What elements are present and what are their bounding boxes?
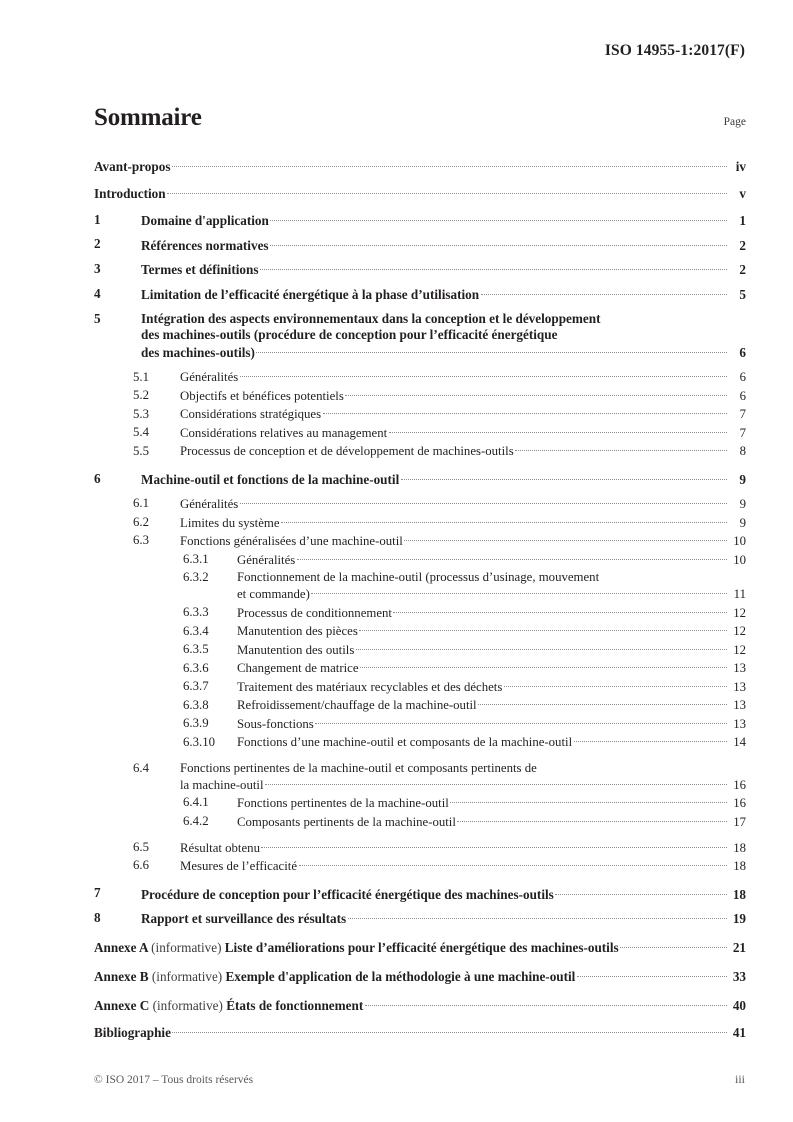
- toc-entry-label: Processus de conditionnement: [237, 605, 392, 620]
- toc-entry-label: Mesures de l’efficacité: [180, 859, 298, 874]
- toc-entry-label: et commande): [237, 587, 310, 602]
- toc-entry-body: [180, 424, 729, 441]
- toc-entry[interactable]: [94, 996, 746, 1014]
- toc-entry-label: Composants pertinents de la machine-outil: [237, 814, 456, 829]
- annex-qualifier: (informative): [151, 968, 226, 984]
- toc-entry-leader-line: [237, 660, 729, 677]
- toc-entry-body: [141, 261, 729, 279]
- toc-entry-leader-line: [180, 532, 729, 549]
- toc-entry-number: 6.3.7: [183, 679, 209, 694]
- toc-entry-number: 3: [94, 261, 101, 277]
- toc-entry[interactable]: [94, 212, 746, 230]
- toc-entry-body: [141, 471, 729, 489]
- toc-entry-body: [180, 495, 729, 512]
- document-footer: [94, 1072, 745, 1087]
- toc-entry[interactable]: [94, 387, 746, 404]
- toc-entry-body: [237, 697, 729, 714]
- toc-entry-number: 6.3.5: [183, 642, 209, 657]
- toc-entry-body: [237, 641, 729, 658]
- toc-entry-label: Limitation de l’efficacité énergétique à la phase d’utilisation: [141, 287, 480, 303]
- toc-entry[interactable]: [94, 939, 746, 957]
- toc-entry[interactable]: [94, 369, 746, 386]
- toc-header-row: [94, 104, 746, 132]
- annex-title: États de fonctionnement: [226, 997, 364, 1013]
- toc-entry-leader-line: [180, 406, 729, 423]
- toc-entry-body: [94, 968, 729, 986]
- toc-entry-label: Refroidissement/chauffage de la machine-outil: [237, 698, 477, 713]
- toc-entry-number: 8: [94, 910, 101, 926]
- annex-title: Liste d’améliorations pour l’efficacité énergétique des machines-outils: [224, 940, 619, 956]
- dot-leader: [404, 532, 727, 545]
- toc-entry-number: 5: [94, 310, 101, 326]
- toc-entry-label: Références normatives: [141, 237, 269, 253]
- toc-entry-body: [237, 715, 729, 732]
- toc-entry-body: [180, 387, 729, 404]
- toc-entry-body: [237, 604, 729, 621]
- toc-entry-page-number: 21: [732, 940, 746, 956]
- toc-entry-page-number: 9: [739, 497, 746, 512]
- toc-entry-leader-line: [180, 387, 729, 404]
- toc-entry-label: Résultat obtenu: [180, 840, 260, 855]
- dot-leader: [345, 387, 727, 400]
- annex-title: Exemple d'application de la méthodologie à une machine-outil: [225, 968, 576, 984]
- toc-entry[interactable]: [94, 604, 746, 621]
- toc-entry-leader-line: [237, 734, 729, 751]
- toc-entry-leader-line: [141, 885, 729, 903]
- toc-entry-wrapped-line: Fonctions pertinentes de la machine-outil et composants pertinents de: [180, 760, 537, 775]
- toc-entry[interactable]: [94, 885, 746, 903]
- toc-entry-page-number: 6: [739, 388, 746, 403]
- toc-entry-number: 7: [94, 885, 101, 901]
- toc-entry[interactable]: [94, 471, 746, 489]
- toc-entry-number: 6.3.10: [183, 734, 215, 749]
- toc-entry-leader-line: [180, 857, 729, 874]
- toc-entry-page-number: 8: [739, 444, 746, 459]
- toc-entry-wrapped-line: Fonctionnement de la machine-outil (processus d’usinage, mouvement: [237, 570, 600, 585]
- toc-entry-number: 5.3: [133, 406, 149, 421]
- dot-leader: [348, 910, 727, 923]
- toc-entry-body: [141, 286, 729, 304]
- toc-entry-leader-line: [237, 623, 729, 640]
- toc-entry-page-number: 12: [733, 624, 746, 639]
- toc-entry-body: [141, 885, 729, 903]
- toc-entry-page-number: 2: [739, 262, 746, 278]
- dot-leader: [261, 839, 727, 852]
- toc-entry-body: [237, 569, 729, 602]
- toc-entry[interactable]: [94, 261, 746, 279]
- toc-entry-number: 6.1: [133, 496, 149, 511]
- toc-entry-number: 1: [94, 211, 101, 227]
- toc-entry-label: [94, 998, 363, 1015]
- toc-entry-body: [237, 678, 729, 695]
- dot-leader: [574, 734, 727, 747]
- toc-entry-leader-line: [141, 471, 729, 489]
- toc-entry-page-number: 13: [733, 716, 746, 731]
- toc-entry-leader-line: [237, 678, 729, 695]
- toc-entry-label: Limites du système: [180, 515, 280, 530]
- toc-entry-label: Changement de matrice: [237, 661, 359, 676]
- toc-entry-label: des machines-outils): [141, 345, 255, 361]
- toc-entry-number: 6.5: [133, 839, 149, 854]
- dot-leader: [457, 813, 727, 826]
- toc-entry[interactable]: [94, 311, 746, 362]
- dot-leader: [299, 857, 727, 870]
- toc-entry-body: [141, 910, 729, 928]
- toc-entry-number: 6.3.2: [183, 570, 209, 585]
- toc-entry-page-number: 9: [739, 471, 746, 487]
- toc-entry-leader-line: [237, 697, 729, 714]
- dot-leader: [359, 623, 727, 636]
- toc-entry-leader-line: [180, 839, 729, 856]
- toc-entry-leader-line: [237, 551, 729, 568]
- toc-entry-body: [237, 794, 729, 811]
- toc-entry-body: [94, 185, 729, 203]
- toc-entry[interactable]: [94, 734, 746, 751]
- toc-entry-page-number: 10: [733, 534, 746, 549]
- dot-leader: [265, 776, 727, 789]
- toc-entry-label: Considérations relatives au management: [180, 425, 388, 440]
- toc-entry-body: [94, 1024, 729, 1042]
- toc-entry-number: 6.3.6: [183, 660, 209, 675]
- toc-entry-body: [180, 857, 729, 874]
- toc-entry-number: 6.2: [133, 514, 149, 529]
- toc-entry-page-number: 9: [739, 515, 746, 530]
- toc-entry-leader-line: [237, 586, 729, 603]
- toc-entry-leader-line: [94, 185, 729, 203]
- toc-entry-body: [180, 443, 729, 460]
- toc-entry-page-number: 10: [733, 552, 746, 567]
- dot-leader: [270, 212, 727, 225]
- toc-entry-leader-line: [180, 776, 729, 793]
- dot-leader: [270, 236, 727, 249]
- annex-name: Annexe C: [94, 997, 153, 1013]
- toc-entry-label: Objectifs et bénéfices potentiels: [180, 388, 344, 403]
- toc-entry-leader-line: [237, 794, 729, 811]
- toc-entry[interactable]: [94, 660, 746, 677]
- toc-entry-page-number: 18: [733, 859, 746, 874]
- toc-entry-body: [141, 311, 729, 362]
- toc-entry-leader-line: [237, 813, 729, 830]
- toc-entry-number: 2: [94, 236, 101, 252]
- copyright-notice: © ISO 2017 – Tous droits réservés: [94, 1074, 254, 1086]
- toc-entry-leader-line: [94, 1024, 729, 1042]
- toc-entry-page-number: 13: [733, 679, 746, 694]
- toc-entry-number: 6.3: [133, 533, 149, 548]
- toc-entry-wrapped-line: des machines-outils (procédure de conception pour l’efficacité énergétique: [141, 327, 558, 343]
- toc-entry-body: [180, 514, 729, 531]
- toc-entry[interactable]: [94, 514, 746, 531]
- toc-entry-label: Généralités: [180, 497, 239, 512]
- dot-leader: [323, 406, 727, 419]
- toc-entry[interactable]: [94, 185, 746, 203]
- toc-entry-label: Généralités: [237, 552, 296, 567]
- toc-entry-page-number: 5: [739, 287, 746, 303]
- toc-entry-leader-line: [180, 495, 729, 512]
- toc-entry-label: Rapport et surveillance des résultats: [141, 911, 347, 927]
- toc-entry-page-number: 13: [733, 698, 746, 713]
- toc-entry-page-number: 2: [739, 237, 746, 253]
- toc-entry-body: [180, 839, 729, 856]
- toc-entry-leader-line: [94, 939, 729, 957]
- dot-leader: [281, 514, 727, 527]
- annex-name: Annexe B: [94, 968, 152, 984]
- toc-entry-number: 6.4: [133, 760, 149, 775]
- toc-entry-label: Avant-propos: [94, 159, 171, 175]
- toc-entry-body: [180, 406, 729, 423]
- toc-entry-number: 5.2: [133, 388, 149, 403]
- dot-leader: [315, 715, 727, 728]
- dot-leader: [577, 968, 727, 981]
- toc-entry-page-number: 12: [733, 605, 746, 620]
- toc-entry-number: 6.6: [133, 858, 149, 873]
- dot-leader: [240, 495, 727, 508]
- toc-entry-page-number: v: [739, 185, 746, 201]
- dot-leader: [515, 443, 727, 456]
- toc-entry-label: Sous-fonctions: [237, 716, 314, 731]
- toc-entry-page-number: 7: [739, 425, 746, 440]
- toc-entry-page-number: 7: [739, 407, 746, 422]
- toc-entry-body: [141, 236, 729, 254]
- toc-entry-label: Manutention des pièces: [237, 624, 358, 639]
- toc-entry-page-number: 33: [732, 968, 746, 984]
- dot-leader: [555, 885, 727, 898]
- dot-leader: [297, 551, 727, 564]
- toc-entry[interactable]: [94, 532, 746, 549]
- toc-entry-page-number: 18: [732, 886, 746, 902]
- toc-entry[interactable]: [94, 678, 746, 695]
- toc-entry-leader-line: [237, 604, 729, 621]
- toc-entry-label: Fonctions généralisées d’une machine-outil: [180, 534, 403, 549]
- toc-entry-leader-line: [94, 968, 729, 986]
- toc-entry-label: Fonctions pertinentes de la machine-outil: [237, 796, 449, 811]
- toc-entry-label: Procédure de conception pour l’efficacité énergétique des machines-outils: [141, 886, 554, 902]
- toc-entry[interactable]: [94, 641, 746, 658]
- toc-entry-body: [180, 760, 729, 793]
- toc-entry-page-number: 41: [732, 1024, 746, 1040]
- toc-entry-number: 5.1: [133, 369, 149, 384]
- toc-entry[interactable]: [94, 551, 746, 568]
- dot-leader: [504, 678, 727, 691]
- toc-entry-body: [237, 734, 729, 751]
- toc-entry-page-number: 16: [733, 777, 746, 792]
- toc-entry-leader-line: [141, 236, 729, 254]
- toc-entry-number: 6.3.8: [183, 697, 209, 712]
- toc-entry-number: 5.5: [133, 443, 149, 458]
- dot-leader: [260, 261, 727, 274]
- dot-leader: [365, 996, 727, 1009]
- toc-entry-body: [237, 660, 729, 677]
- toc-entry-number: 6.4.1: [183, 795, 209, 810]
- toc-entry-leader-line: [141, 286, 729, 304]
- toc-entry-leader-line: [141, 344, 729, 362]
- toc-entry-leader-line: [94, 158, 729, 176]
- toc-entry-leader-line: [94, 996, 729, 1014]
- toc-entry[interactable]: [94, 443, 746, 460]
- toc-entry-page-number: 17: [733, 814, 746, 829]
- toc-entry-label: Machine-outil et fonctions de la machine-outil: [141, 471, 400, 487]
- toc-entry-number: 4: [94, 285, 101, 301]
- dot-leader: [393, 604, 727, 617]
- toc-entry-page-number: 11: [733, 587, 746, 602]
- toc-entry[interactable]: [94, 495, 746, 512]
- table-of-contents: [94, 104, 746, 1051]
- dot-leader: [481, 286, 727, 299]
- toc-entry-page-number: 14: [733, 735, 746, 750]
- toc-entry[interactable]: [94, 794, 746, 811]
- dot-leader: [356, 641, 727, 654]
- document-header-standard-ref: ISO 14955-1:2017(F): [604, 42, 745, 59]
- toc-entry-body: [237, 813, 729, 830]
- toc-entry-leader-line: [180, 369, 729, 386]
- dot-leader: [311, 586, 727, 599]
- toc-entry-label: Traitement des matériaux recyclables et des déchets: [237, 679, 503, 694]
- toc-entry-body: [94, 996, 729, 1014]
- toc-entry[interactable]: [94, 697, 746, 714]
- page-column-header: Page: [723, 116, 746, 128]
- toc-entry-leader-line: [180, 443, 729, 460]
- dot-leader: [401, 471, 727, 484]
- toc-entry-label: Termes et définitions: [141, 262, 259, 278]
- toc-entry-leader-line: [237, 641, 729, 658]
- toc-entry-page-number: 19: [732, 911, 746, 927]
- toc-entry-page-number: 12: [733, 642, 746, 657]
- toc-entry[interactable]: [94, 158, 746, 176]
- toc-entry-leader-line: [180, 424, 729, 441]
- toc-entry-leader-line: [237, 715, 729, 732]
- dot-leader: [478, 697, 727, 710]
- toc-entry[interactable]: [94, 623, 746, 640]
- toc-entry-body: [94, 939, 729, 957]
- toc-entry-page-number: 40: [732, 997, 746, 1013]
- toc-entry[interactable]: [94, 910, 746, 928]
- toc-entry-leader-line: [180, 514, 729, 531]
- page-title: Sommaire: [94, 104, 202, 131]
- toc-entry-label: Fonctions d’une machine-outil et composants de la machine-outil: [237, 735, 573, 750]
- toc-entry-number: 5.4: [133, 425, 149, 440]
- toc-entry[interactable]: [94, 715, 746, 732]
- toc-entry-body: [141, 212, 729, 230]
- toc-entry-label: Manutention des outils: [237, 642, 355, 657]
- toc-entry-leader-line: [141, 261, 729, 279]
- toc-entry[interactable]: [94, 857, 746, 874]
- dot-leader: [172, 1024, 727, 1037]
- toc-entry-number: 6.3.3: [183, 605, 209, 620]
- toc-entry[interactable]: [94, 813, 746, 830]
- toc-entry-label: la machine-outil: [180, 777, 264, 792]
- annex-name: Annexe A: [94, 940, 152, 956]
- toc-entry-label: Introduction: [94, 185, 166, 201]
- toc-entry-page-number: iv: [735, 159, 746, 175]
- dot-leader: [450, 794, 727, 807]
- toc-entry-body: [180, 369, 729, 386]
- toc-entry[interactable]: [94, 1024, 746, 1042]
- dot-leader: [167, 185, 727, 198]
- toc-entry-page-number: 1: [739, 212, 746, 228]
- toc-entry-page-number: 13: [733, 661, 746, 676]
- toc-entry[interactable]: [94, 286, 746, 304]
- toc-entry-number: 6.3.9: [183, 716, 209, 731]
- toc-entry-body: [180, 532, 729, 549]
- annex-qualifier: (informative): [151, 940, 225, 956]
- toc-entry[interactable]: [94, 236, 746, 254]
- toc-entry[interactable]: [94, 839, 746, 856]
- toc-entry-label: Processus de conception et de développement de machines-outils: [180, 444, 514, 459]
- dot-leader: [620, 939, 727, 952]
- toc-entry-wrapped-line: Intégration des aspects environnementaux dans la conception et le développement: [141, 310, 601, 326]
- toc-entry[interactable]: [94, 406, 746, 423]
- toc-entry-body: [237, 551, 729, 568]
- toc-entry-label: [94, 969, 575, 986]
- toc-entry-body: [237, 623, 729, 640]
- toc-entry-leader-line: [141, 212, 729, 230]
- toc-entry-number: 6.4.2: [183, 813, 209, 828]
- toc-entry-list: [94, 158, 746, 1042]
- toc-entry-number: 6.3.1: [183, 551, 209, 566]
- toc-entry-label: Généralités: [180, 370, 239, 385]
- toc-entry[interactable]: [94, 760, 746, 793]
- toc-entry[interactable]: [94, 968, 746, 986]
- annex-qualifier: (informative): [152, 997, 227, 1013]
- dot-leader: [172, 158, 727, 171]
- toc-entry-body: [94, 158, 729, 176]
- toc-entry-page-number: 6: [739, 370, 746, 385]
- toc-entry-label: [94, 940, 619, 957]
- toc-entry-page-number: 6: [739, 345, 746, 361]
- dot-leader: [256, 344, 727, 357]
- toc-entry[interactable]: [94, 424, 746, 441]
- toc-entry-label: Domaine d'application: [141, 212, 269, 228]
- dot-leader: [360, 660, 727, 673]
- toc-entry-label: Considérations stratégiques: [180, 407, 322, 422]
- page-folio: iii: [734, 1072, 745, 1086]
- toc-entry-number: 6.3.4: [183, 623, 209, 638]
- toc-entry-page-number: 18: [733, 840, 746, 855]
- toc-entry[interactable]: [94, 569, 746, 602]
- dot-leader: [389, 424, 727, 437]
- toc-entry-page-number: 16: [733, 796, 746, 811]
- toc-entry-label: Bibliographie: [94, 1024, 171, 1040]
- dot-leader: [240, 369, 727, 382]
- toc-entry-leader-line: [141, 910, 729, 928]
- toc-entry-number: 6: [94, 470, 101, 486]
